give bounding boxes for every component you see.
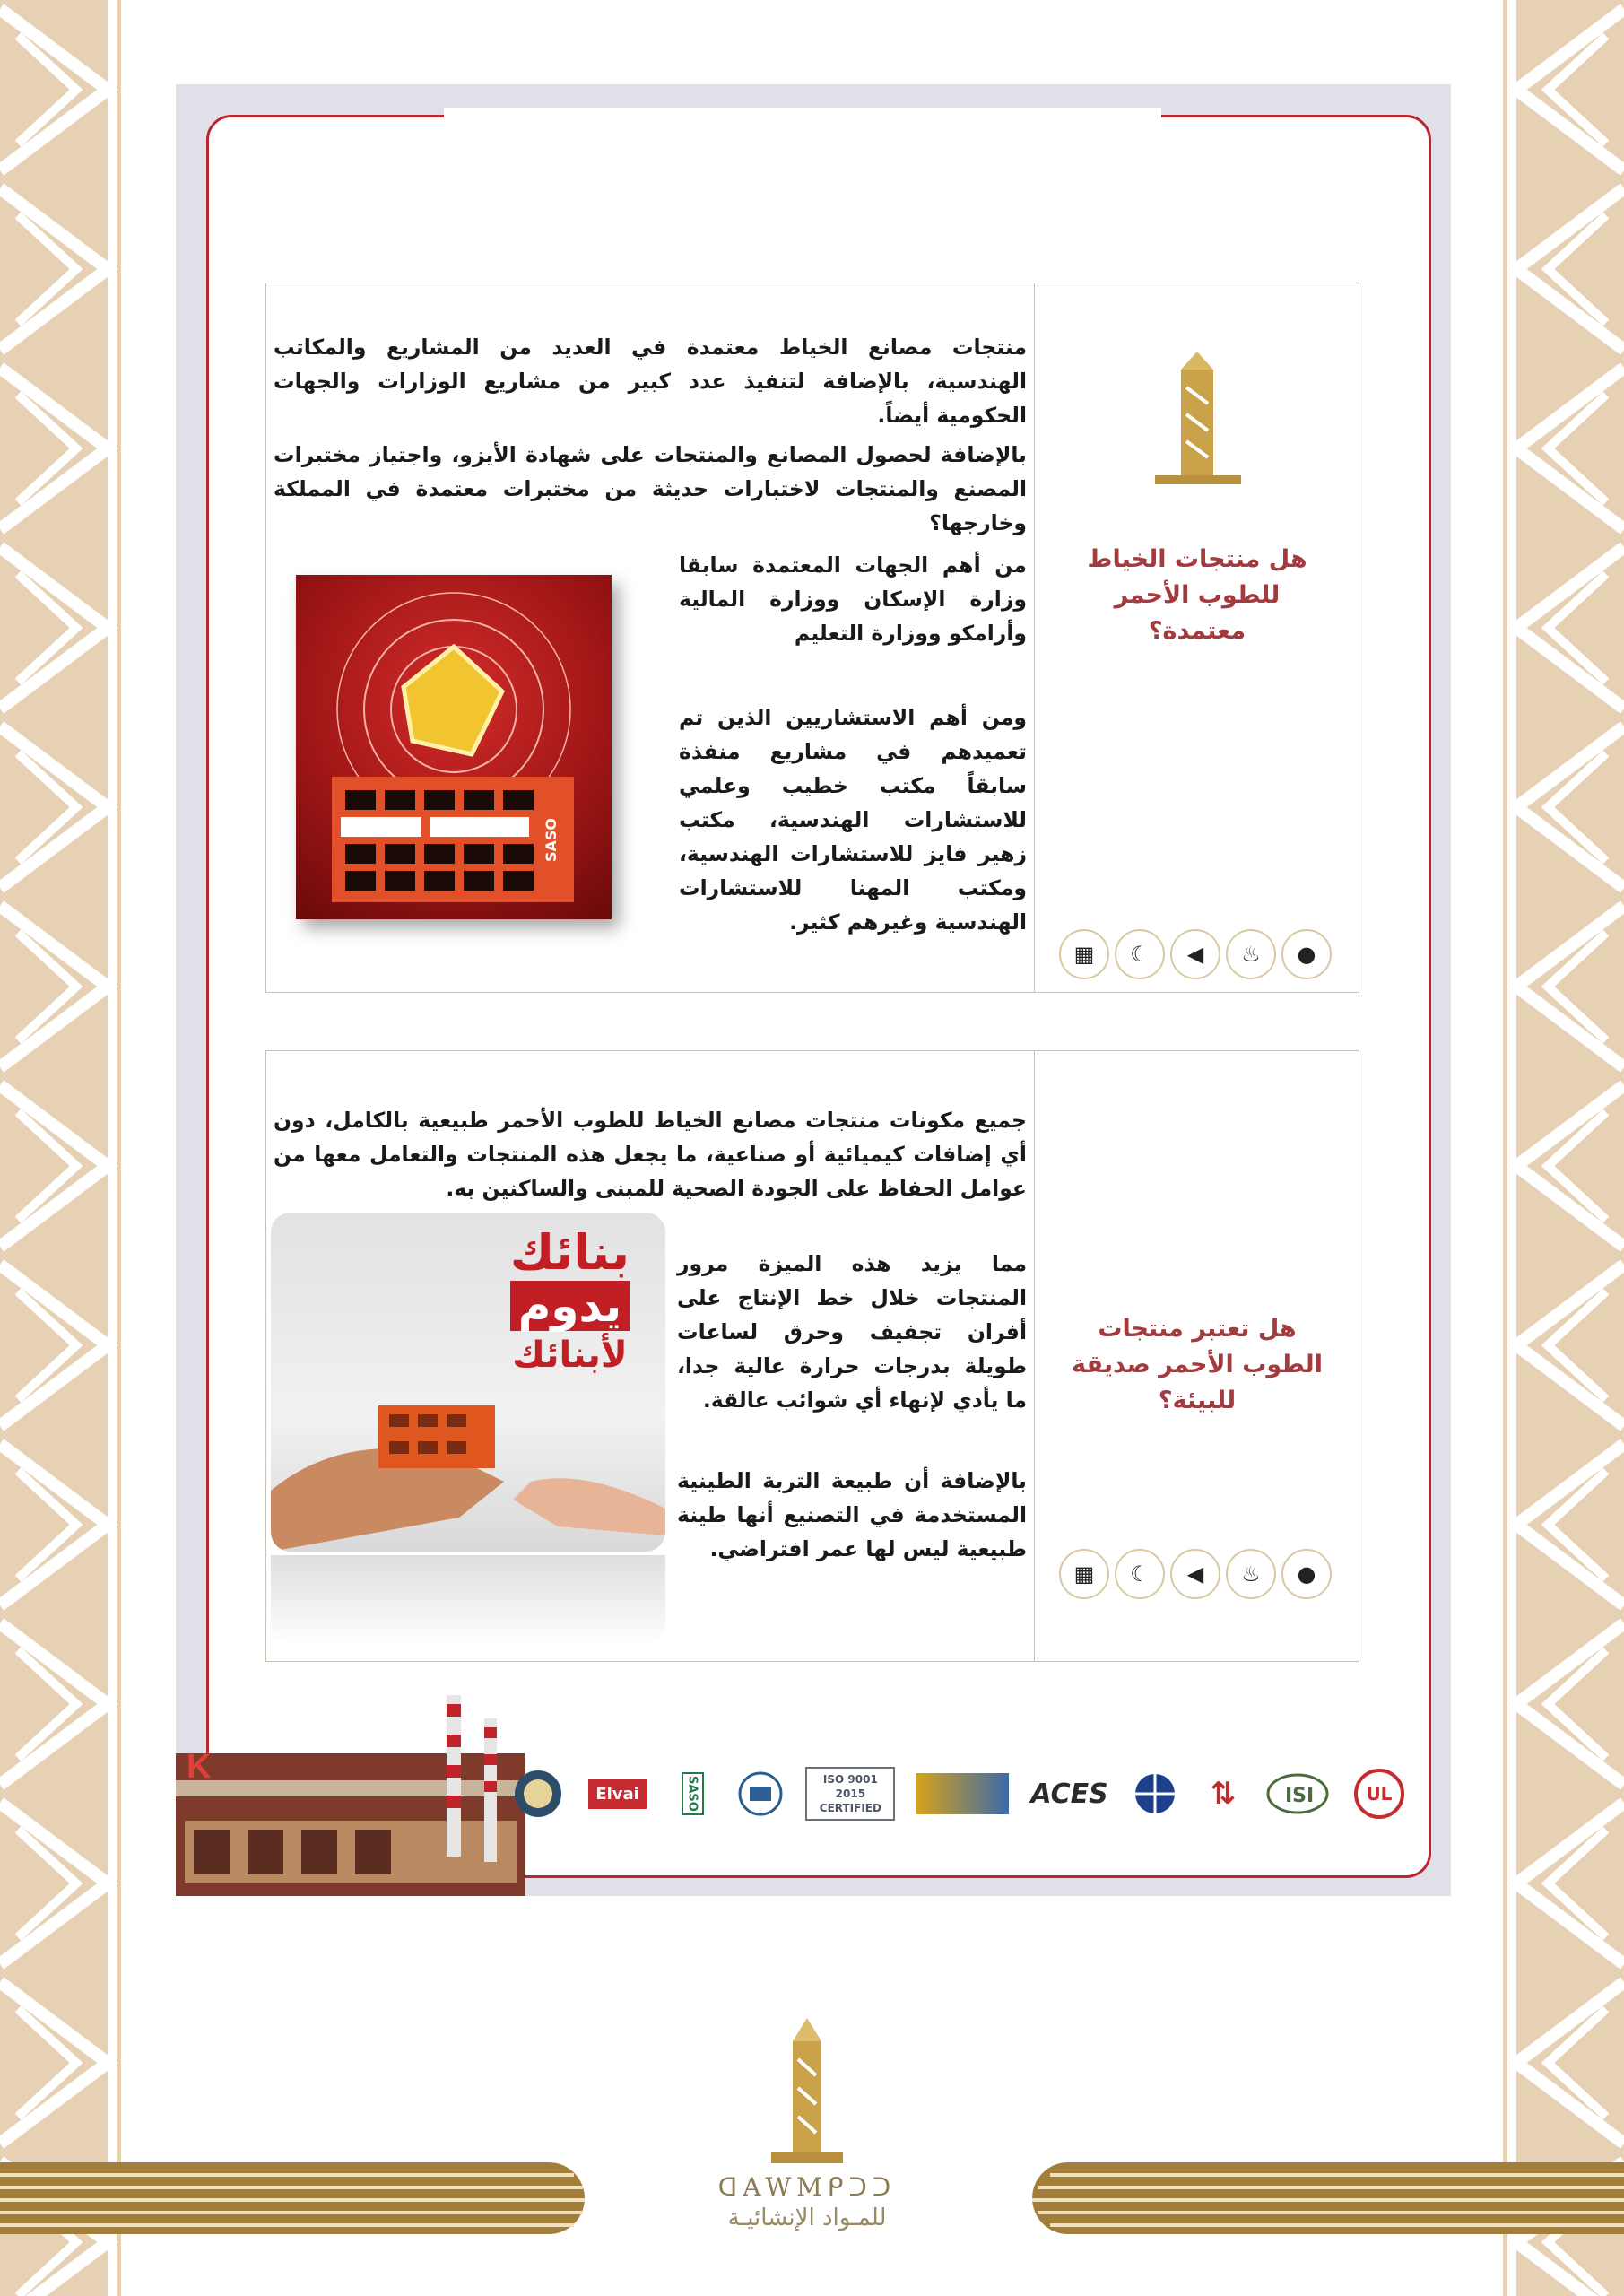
ad-slogan [510,1225,630,1379]
saso-logo [670,1767,715,1821]
drop-icon: ● [1281,1549,1332,1599]
brand-logo [690,2018,924,2233]
faq-card-certified [265,283,1359,993]
iso-badge: ISO 9001 2015 CERTIFIED [805,1767,895,1821]
paragraph: بالإضافة لحصول المصانع والمنتجات على شهادة الأيزو، واجتياز مختبرات المصنع والمنتجات لاختبارات حديثة من مختبرات معتمدة في المملكة وخارجها؟ [274,442,1027,535]
astm-logo [734,1767,787,1821]
question-column [1036,1051,1359,1661]
paragraph: من أهم الجهات المعتمدة سابقا وزارة الإسكان ووزارة المالية وأرامكو ووزارة التعليم [679,552,1027,646]
ad-line-1: بنائك [509,1224,630,1281]
saudi-emblem-logo [511,1767,565,1821]
feature-icons-row [1059,929,1332,979]
certification-logos [511,1758,1408,1830]
globe-logo [1128,1767,1182,1821]
megaphone-icon: ◀ [1170,929,1220,979]
paragraph: مما يزيد هذه الميزة مرور المنتجات خلال خط الإنتاج على أفران تجفيف وحرق لساعات طويلة بدرجات حرارة عالية جدا، ما يأدي لإنهاء أي شوائب عالقة. [677,1251,1027,1413]
footer-stripes-right [1032,2162,1624,2234]
left-pattern-border [0,0,121,2296]
brand-arabic: للمـواد الإنشائيـة [727,2205,887,2231]
footer-stripes-left [0,2162,585,2234]
factory-letter: K [187,1748,212,1786]
aces-logo [1029,1767,1110,1821]
paragraph: جميع مكونات منتجات مصانع الخياط للطوب الأحمر طبيعية بالكامل، دون أي إضافات كيميائية أو صناعية، ما يجعل هذه المنتجات والتعامل معها من عوامل الحفاظ على الجودة الصحية للمبنى والساكنين به. [274,1108,1027,1201]
svg-text:ISI: ISI [1285,1785,1315,1807]
ad-line-2: يدوم [510,1281,630,1331]
question-heading: هل منتجات الخياط للطوب الأحمر معتمدة؟ [1087,545,1307,645]
card-divider [1034,283,1035,992]
question-column [1036,283,1359,992]
drop-icon: ● [1281,929,1332,979]
bricks-icon: ▦ [1059,1549,1109,1599]
iso-9001-logo [805,1767,895,1821]
hands-brick-ad-image [271,1213,665,1552]
brick-thumbsup-image [296,575,612,919]
elvai-badge: Elvai [588,1779,647,1809]
ul-logo [1350,1767,1408,1821]
megaphone-icon: ◀ [1170,1549,1220,1599]
gulf-logo [914,1767,1011,1821]
ear-icon: ☾ [1115,1549,1165,1599]
brand-latin: ᗡAWMᑭᑐᑐ [717,2172,897,2202]
fire-icon: ♨ [1226,1549,1276,1599]
image-reflection [271,1555,665,1645]
paragraph: منتجات مصانع الخياط معتمدة في العديد من المشاريع والمكاتب الهندسية، بالإضافة لتنفيذ عدد كبير من مشاريع الوزارات والجهات الحكومية أيضاً. [274,335,1027,428]
ear-icon: ☾ [1115,929,1165,979]
arrows-logo: ⇅ [1210,1776,1236,1812]
isi-logo [1264,1767,1332,1821]
elvai-logo [584,1767,652,1821]
aces-text: ACES [1030,1778,1108,1810]
fire-icon: ♨ [1226,929,1276,979]
bricks-icon: ▦ [1059,929,1109,979]
brand-tower-icon [762,2018,852,2170]
question-heading: هل تعتبر منتجات الطوب الأحمر صديقة للبيئة؟ [1072,1315,1323,1414]
faq-card-eco [265,1050,1359,1662]
paragraph: ومن أهم الاستشاريين الذين تم تعميدهم في مشاريع منفذة سابقاً مكتب خطيب وعلمي للاستشارات الهندسية، مكتب زهير فايز للاستشارات الهندسية، ومكتب المهنا للاستشارات الهندسية وغيرهم كثير. [679,705,1027,935]
frame-top-notch [444,108,1161,120]
ul-badge: UL [1354,1769,1404,1819]
brand-tower-icon [1142,352,1249,495]
feature-icons-row [1059,1549,1332,1599]
right-pattern-border [1503,0,1624,2296]
ad-line-3: لأبنائك [512,1335,628,1376]
saso-label: SASO [543,817,560,862]
card-divider [1034,1051,1035,1661]
saso-badge: SASO [682,1772,704,1815]
paragraph: بالإضافة أن طبيعة التربة الطينية المستخدمة في التصنيع أنها طينة طبيعية ليس لها عمر افتراضي. [677,1468,1027,1561]
